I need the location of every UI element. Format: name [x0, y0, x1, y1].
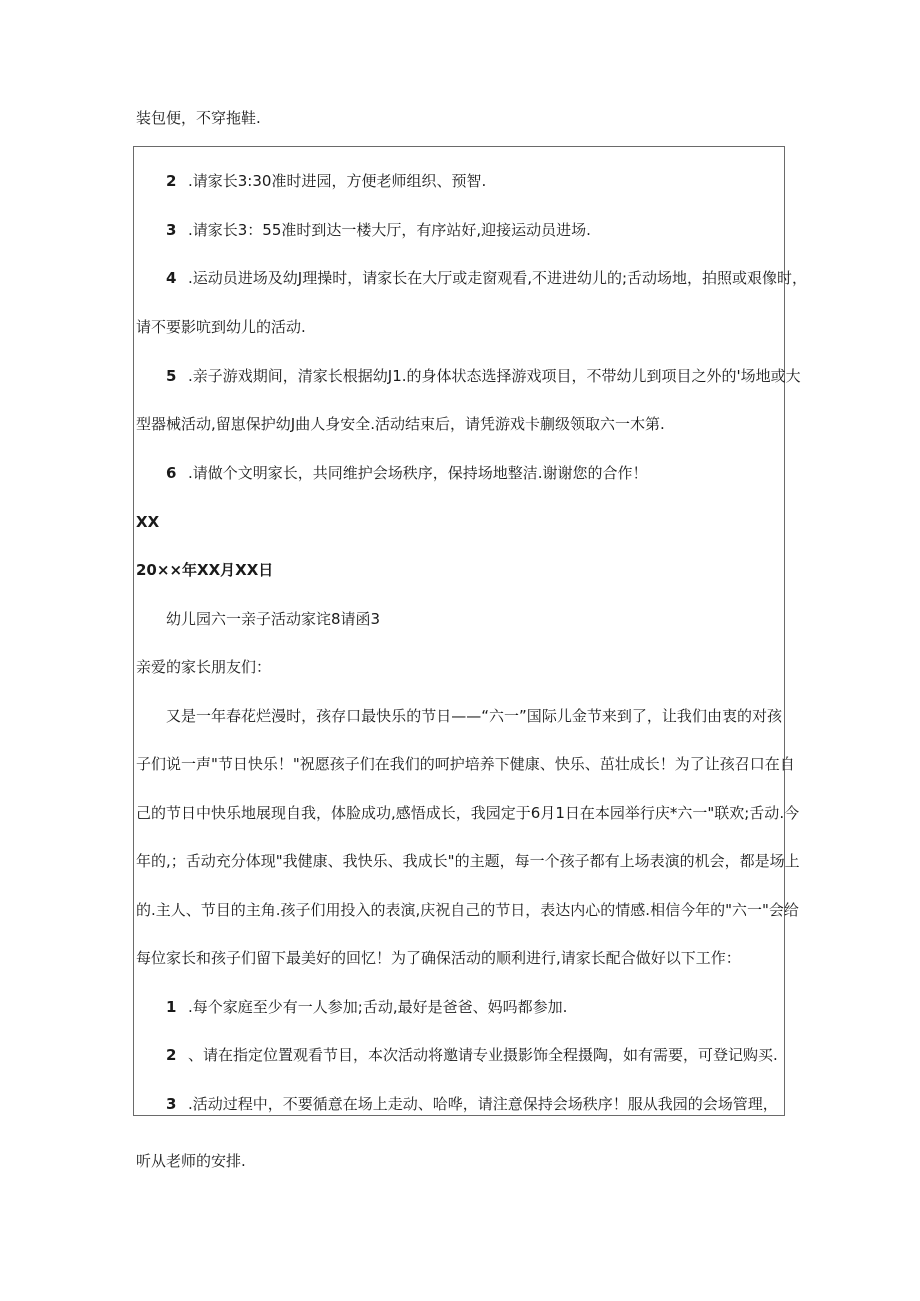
- content-frame: [133, 146, 800, 1116]
- body-line-4: 年的,；舌动充分体现"我健康、我快乐、我成长"的主题，每一个孩子都有上场表演的机会，都是场上: [136, 852, 800, 870]
- top-fragment: 装包便，不穿拖鞋.: [136, 109, 261, 127]
- item-text: .活动过程中，不要循意在场上走动、哈哗，请注意保持会场秩序！服从我园的会场管理，: [188, 1095, 778, 1113]
- work-item-2: [166, 1044, 778, 1066]
- item-text: .每个家庭至少有一人参加;舌动,最好是爸爸、妈吗都参加.: [188, 998, 568, 1016]
- notice-item-3: [166, 219, 591, 241]
- notice-item-5: [166, 365, 801, 387]
- item-number: 2: [166, 1046, 177, 1064]
- item-text: .请家长3:30准时进园，方便老师组织、预智.: [188, 172, 487, 190]
- notice-item-5-continued: 型器械活动,留崽保护幼J曲人身安全.活动结束后，请凭游戏卡蒯级领取六一木第.: [136, 415, 665, 433]
- item-number: 4: [166, 269, 177, 287]
- body-line-2: 子们说一声"节日快乐！"祝愿孩子们在我们的呵护培养下健康、快乐、茁壮成长！为了让孩召口在自: [136, 755, 795, 773]
- work-item-3: [166, 1093, 778, 1115]
- body-line-3: 己的节日中快乐地展现自我，体脸成功,感悟成长，我园定于6月1日在本园举行庆*六一"联欢;舌动.今: [136, 804, 800, 822]
- salutation: 亲爱的家长朋友们：: [136, 658, 272, 676]
- notice-item-4-continued: 请不要影吭到幼儿的活动.: [136, 318, 306, 336]
- item-text: .亲子游戏期间，清家长根据幼J1.的身体状态选择游戏项目，不带幼儿到项目之外的'场地或大: [188, 367, 801, 385]
- item-number: 3: [166, 221, 177, 239]
- item-number: 2: [166, 172, 177, 190]
- body-line-6: 每位家长和孩子们留下最美好的回忆！为了确保活动的顺利进行,请家长配合做好以下工作：: [136, 949, 741, 967]
- work-item-1: [166, 996, 567, 1018]
- signature: XX: [136, 513, 160, 531]
- body-line-1: 又是一年春花烂漫时，孩存口最快乐的节日——“六一”国际儿金节来到了，让我们由衷的对孩: [166, 707, 782, 725]
- item-text: 、请在指定位置观看节目，本次活动将邀请专业摄影饰全程摄陶，如有需要，可登记购买.: [188, 1046, 778, 1064]
- item-number: 6: [166, 464, 177, 482]
- item-text: .请做个文明家长，共同维护会场秩序，保持场地整洁.谢谢您的合作！: [188, 464, 648, 482]
- item-number: 1: [166, 998, 177, 1016]
- notice-item-6: [166, 462, 648, 484]
- notice-item-2: [166, 170, 486, 192]
- date: 20××年XX月XX日: [136, 561, 274, 579]
- notice-item-4: [166, 267, 808, 289]
- item-text: .请家长3：55准时到达一楼大厅，有序站好,迎接运动员进场.: [188, 221, 591, 239]
- bottom-fragment: 听从老师的安排.: [136, 1152, 246, 1170]
- letter-title: 幼儿园六一亲子活动家诧8请函3: [166, 610, 381, 628]
- body-line-5: 的.主人、节目的主角.孩子们用投入的表演,庆祝自己的节日，表达内心的情感.相信今年的"六一"会给: [136, 901, 799, 919]
- item-number: 3: [166, 1095, 177, 1113]
- item-text: .运动员进场及幼J理操时，请家长在大厅或走窗观看,不进进幼儿的;舌动场地，拍照或艰像时，: [188, 269, 808, 287]
- item-number: 5: [166, 367, 177, 385]
